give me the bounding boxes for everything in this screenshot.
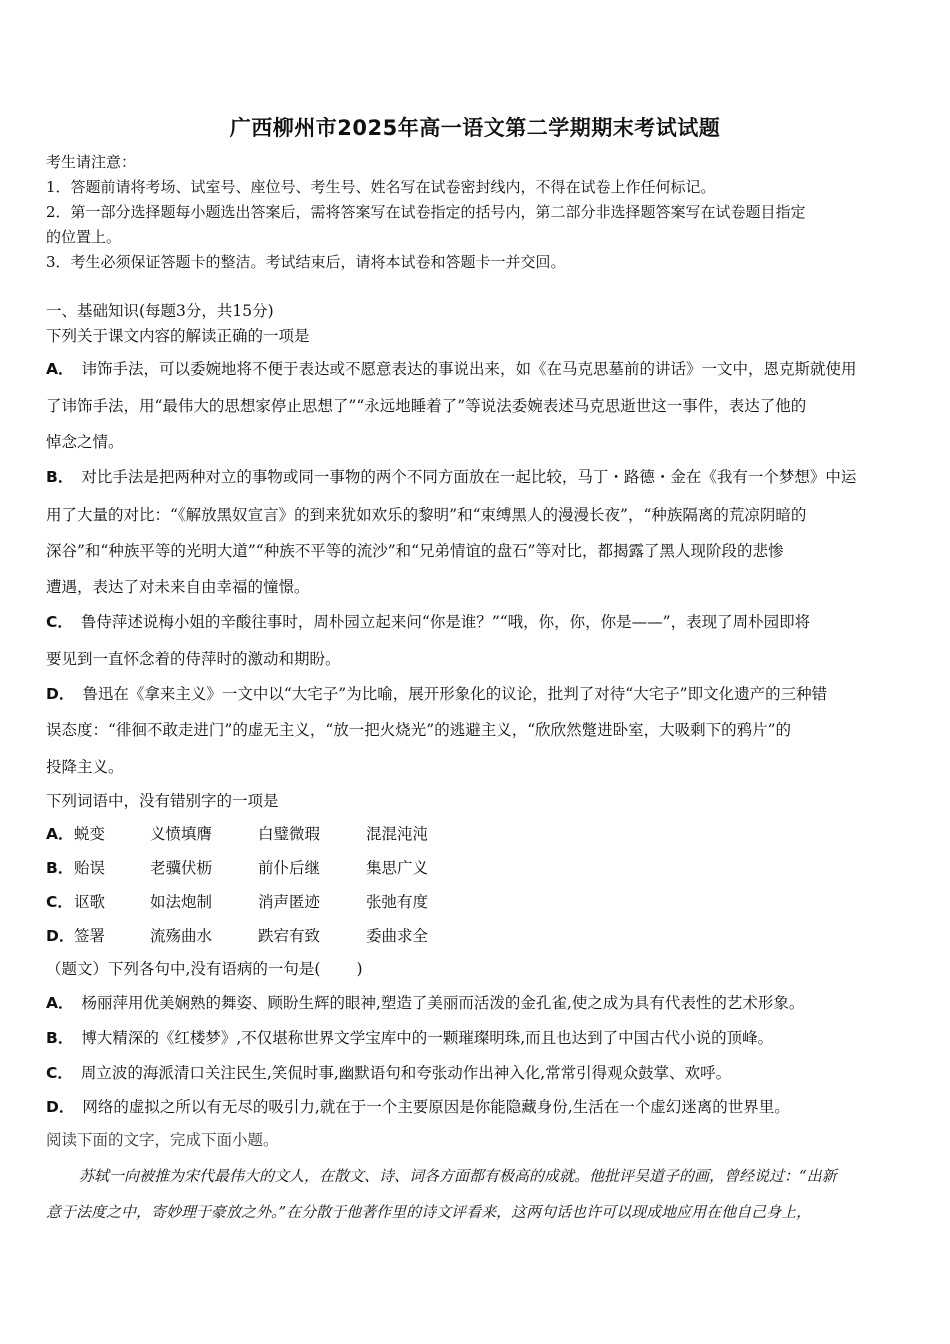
- q1-option-b: [46, 467, 916, 487]
- option-text-line: 深谷”和“种族平等的光明大道”“种族不平等的流沙”和“兄弟情谊的盘石”等对比，都揭露了黑人现阶段的悲惨: [46, 542, 784, 560]
- option-label: D．: [46, 927, 75, 945]
- q3-option-d: [46, 1097, 916, 1117]
- option-text: 博大精深的《红楼梦》,不仅堪称世界文学宝库中的一颗璀璨明珠,而且也达到了中国古代小说的顶峰。: [81, 1029, 774, 1047]
- option-text-line: 遭遇，表达了对未来自由幸福的憧憬。: [46, 578, 310, 596]
- option-text-line: 误态度：“徘徊不敢走进门”的虚无主义，“放一把火烧光”的逃避主义，“欣欣然蹩进卧室，大吸剩下的鸦片”的: [46, 721, 792, 739]
- option-label: B．: [46, 859, 74, 877]
- option-word: 如法炮制: [150, 893, 213, 911]
- option-word: 老骥伏枥: [150, 859, 213, 877]
- option-label: A．: [46, 994, 74, 1012]
- q1-option-d: [46, 684, 916, 704]
- option-text-line: 投降主义。: [46, 758, 124, 776]
- option-text: 网络的虚拟之所以有无尽的吸引力,就在于一个主要原因是你能隐藏身份,生活在一个虚幻迷离的世界里。: [82, 1098, 790, 1116]
- reading-passage-line: 苏轼一向被推为宋代最伟大的文人，在散文、诗、词各方面都有极高的成就。他批评吴道子的画，曾经说过：“出新: [79, 1167, 837, 1185]
- reading-passage-line: 意于法度之中，寄妙理于豪放之外。”在分散于他著作里的诗文评看来，这两句话也许可以现成地应用在他自己身上，: [46, 1203, 812, 1221]
- q1-option-a: [46, 359, 916, 379]
- option-text: 杨丽萍用优美娴熟的舞姿、顾盼生辉的眼神,塑造了美丽而活泼的金孔雀,使之成为具有代表性的艺术形象。: [81, 994, 805, 1012]
- option-label: B．: [46, 1029, 74, 1047]
- reading-instruction: 阅读下面的文字，完成下面小题。: [46, 1131, 279, 1149]
- q2-option-d: [46, 926, 916, 946]
- option-label: C．: [46, 1064, 73, 1082]
- option-label: B．: [46, 468, 74, 486]
- option-word: 集思广义: [366, 859, 429, 877]
- question-stem: 下列词语中，没有错别字的一项是: [46, 792, 279, 810]
- option-word: 前仆后继: [258, 859, 321, 877]
- question-stem: 下列关于课文内容的解读正确的一项是: [46, 327, 310, 345]
- option-word: 混混沌沌: [366, 825, 429, 843]
- option-word: 张弛有度: [366, 893, 429, 911]
- notice-item: 2．第一部分选择题每小题选出答案后，需将答案写在试卷指定的括号内，第二部分非选择题答案写在试卷题目指定: [46, 203, 806, 221]
- option-text: 周立波的海派清口关注民生,笑侃时事,幽默语句和夸张动作出神入化,常常引得观众鼓掌、欢呼。: [80, 1064, 732, 1082]
- option-label: A．: [46, 825, 74, 843]
- q1-option-c: [46, 612, 916, 632]
- option-text-line: 了讳饰手法，用“最伟大的思想家停止思想了”“永远地睡着了”等说法委婉表述马克思逝世这一事件，表达了他的: [46, 397, 807, 415]
- option-text-line: 用了大量的对比：“《解放黑奴宣言》的到来犹如欢乐的黎明”和“束缚黑人的漫漫长夜”，“种族隔离的荒凉阴暗的: [46, 506, 807, 524]
- notice-item: 1．答题前请将考场、试室号、座位号、考生号、姓名写在试卷密封线内，不得在试卷上作任何标记。: [46, 178, 716, 196]
- option-text-line: 悼念之情。: [46, 433, 124, 451]
- option-label: A．: [46, 360, 74, 378]
- section-heading: 一、基础知识(每题3分，共15分): [46, 302, 274, 320]
- option-word: 贻误: [74, 859, 106, 877]
- q3-stem-text: （题文）下列各句中,没有语病的一句是(: [46, 960, 321, 978]
- option-word: 跌宕有致: [258, 927, 321, 945]
- option-word: 委曲求全: [366, 927, 429, 945]
- notice-item: 3．考生必须保证答题卡的整洁。考试结束后，请将本试卷和答题卡一并交回。: [46, 253, 566, 271]
- option-word: 流殇曲水: [150, 927, 213, 945]
- option-word: 讴歌: [74, 893, 106, 911]
- option-word: 消声匿迹: [258, 893, 321, 911]
- q3-stem-close: ): [356, 960, 363, 978]
- option-word: 白璧微瑕: [258, 825, 321, 843]
- option-text-line: 要见到一直怀念着的侍萍时的激动和期盼。: [46, 650, 341, 668]
- q2-option-c: [46, 892, 916, 912]
- option-text: 讳饰手法，可以委婉地将不便于表达或不愿意表达的事说出来，如《在马克思墓前的讲话》一文中，恩克斯就使用: [81, 360, 857, 378]
- q2-option-b: [46, 858, 916, 878]
- option-text: 对比手法是把两种对立的事物或同一事物的两个不同方面放在一起比较，马丁・路德・金在《我有一个梦想》中运: [81, 468, 857, 486]
- option-word: 签署: [74, 927, 106, 945]
- option-label: D．: [46, 1098, 75, 1116]
- option-word: 蜕变: [74, 825, 106, 843]
- q3-option-a: [46, 993, 916, 1013]
- question-stem: [46, 959, 916, 979]
- page-title: 广西柳州市2025年高一语文第二学期期末考试试题: [229, 116, 721, 140]
- notice-item: 的位置上。: [46, 228, 122, 246]
- q2-option-a: [46, 824, 916, 844]
- option-label: C．: [46, 893, 73, 911]
- option-text: 鲁侍萍述说梅小姐的辛酸往事时，周朴园立起来问“你是谁？”“哦，你，你，你是——”，表现了周朴园即将: [80, 613, 811, 631]
- option-label: C．: [46, 613, 73, 631]
- q3-option-c: [46, 1063, 916, 1083]
- notice-heading-text: 考生请注意：: [46, 153, 137, 171]
- option-label: D．: [46, 685, 75, 703]
- option-text: 鲁迅在《拿来主义》一文中以“大宅子”为比喻，展开形象化的议论，批判了对待“大宅子”即文化遗产的三种错: [82, 685, 828, 703]
- option-word: 义愤填膺: [150, 825, 213, 843]
- q3-option-b: [46, 1028, 916, 1048]
